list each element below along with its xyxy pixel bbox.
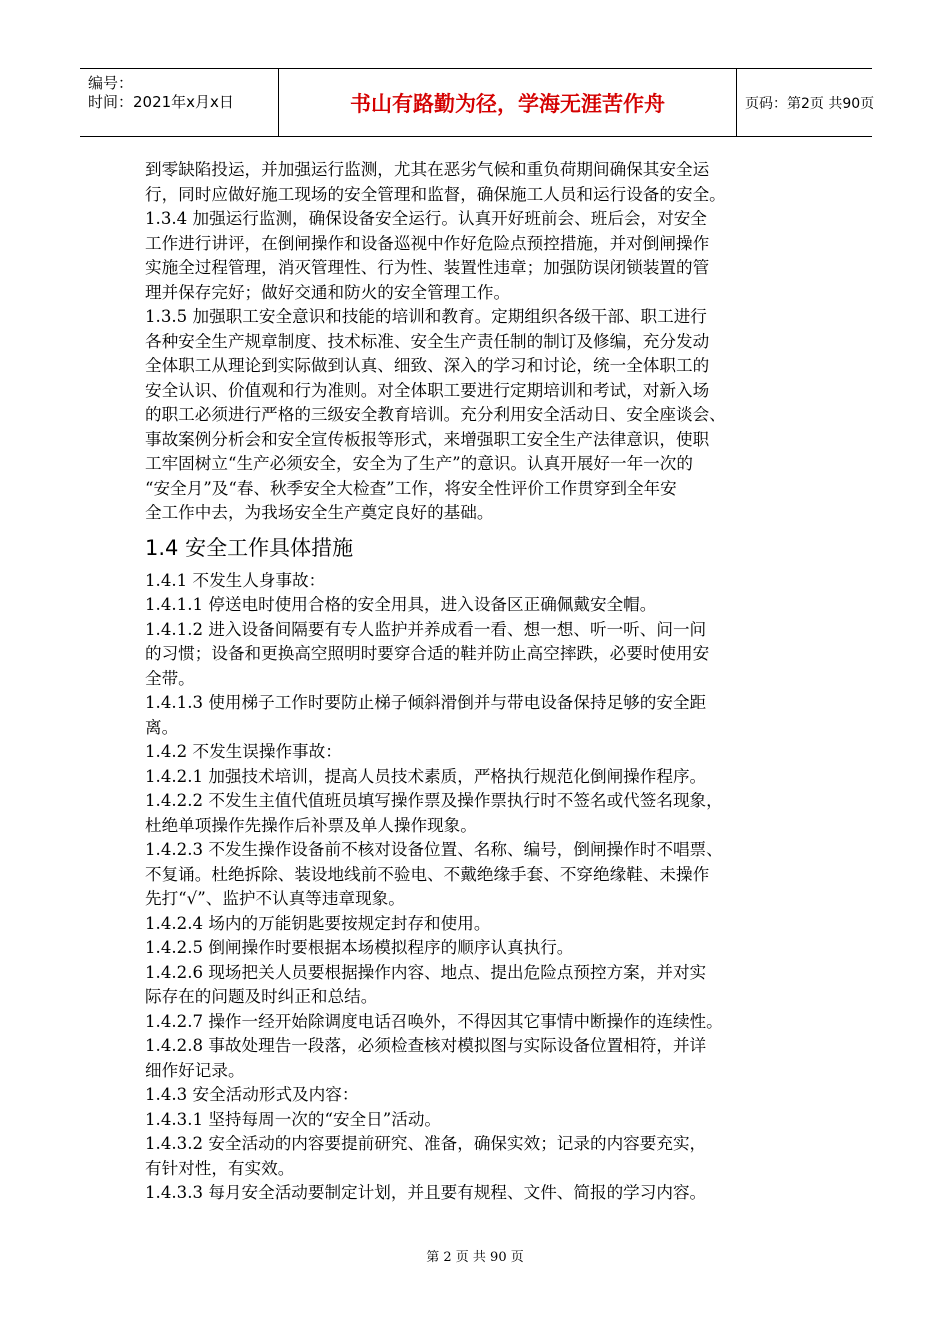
text-line: 安全认识、价值观和行为准则。对全体职工要进行定期培训和考试，对新入场 bbox=[145, 380, 710, 400]
header-motto-cell bbox=[279, 69, 737, 136]
header-page-cell bbox=[737, 69, 875, 136]
text-line: 1.4.1.2 进入设备间隔要有专人监护并养成看一看、想一想、听一听、问一问 bbox=[145, 619, 707, 639]
text-line: 全工作中去，为我场安全生产奠定良好的基础。 bbox=[145, 503, 494, 522]
text-line: 全体职工从理论到实际做到认真、细致、深入的学习和讨论，统一全体职工的 bbox=[145, 356, 710, 375]
text-line: 际存在的问题及时纠正和总结。 bbox=[145, 987, 378, 1006]
text-line: 1.4.2.1 加强技术培训，提高人员技术素质，严格执行规范化倒闸操作程序。 bbox=[145, 766, 707, 786]
document-date-label: 时间：2021年x月x日 bbox=[88, 93, 234, 111]
text-line: 理并保存完好；做好交通和防火的安全管理工作。 bbox=[145, 282, 511, 302]
text-line: 1.4.2.4 场内的万能钥匙要按规定封存和使用。 bbox=[145, 913, 491, 933]
text-line: 1.4.2.6 现场把关人员要根据操作内容、地点、提出危险点预控方案，并对实 bbox=[145, 962, 707, 982]
document-number-label: 编号： bbox=[88, 74, 134, 92]
text-line: 工牢固树立“生产必须安全，安全为了生产”的意识。认真开展好一年一次的 bbox=[145, 454, 693, 473]
text-line: 1.4.3.3 每月安全活动要制定计划，并且要有规程、文件、简报的学习内容。 bbox=[145, 1183, 707, 1202]
text-line: 1.4.1.1 停送电时使用合格的安全用具，进入设备区正确佩戴安全帽。 bbox=[145, 595, 657, 614]
paragraph-block-1-3 bbox=[145, 158, 815, 526]
text-line: 工作进行讲评，在倒闸操作和设备巡视中作好危险点预控措施，并对倒闸操作 bbox=[145, 233, 710, 253]
text-line: 1.4.2.5 倒闸操作时要根据本场模拟程序的顺序认真执行。 bbox=[145, 938, 574, 957]
text-line: 各种安全生产规章制度、技术标准、安全生产责任制的制订及修编，充分发动 bbox=[145, 331, 710, 351]
header-motto: 书山有路勤为径，学海无涯苦作舟 bbox=[350, 91, 665, 116]
text-line: 1.4.1 不发生人身事故： bbox=[145, 570, 326, 590]
document-body bbox=[145, 158, 815, 1206]
text-line: 1.4.2.8 事故处理告一段落，必须检查核对模拟图与实际设备位置相符，并详 bbox=[145, 1036, 707, 1055]
header-page-info: 页码：第2页 共90页 bbox=[745, 95, 875, 112]
text-line: 1.4.3.1 坚持每周一次的“安全日”活动。 bbox=[145, 1109, 442, 1129]
text-line: 1.4.2.2 不发生主值代值班员填写操作票及操作票执行时不签名或代签名现象， bbox=[145, 791, 723, 810]
text-line: 先打“√”、监护不认真等违章现象。 bbox=[145, 889, 405, 908]
text-line: 1.4.3.2 安全活动的内容要提前研究、准备，确保实效；记录的内容要充实， bbox=[145, 1134, 707, 1153]
section-heading: 1.4 安全工作具体措施 bbox=[145, 535, 354, 560]
text-line: 1.4.1.3 使用梯子工作时要防止梯子倾斜滑倒并与带电设备保持足够的安全距 bbox=[145, 693, 707, 712]
text-line: 1.3.5 加强职工安全意识和技能的培训和教育。定期组织各级干部、职工进行 bbox=[145, 307, 707, 326]
text-line: 实施全过程管理，消灭管理性、行为性、装置性违章；加强防误闭锁装置的管 bbox=[145, 258, 710, 277]
text-line: 到零缺陷投运，并加强运行监测，尤其在恶劣气候和重负荷期间确保其安全运 bbox=[145, 160, 710, 179]
paragraph-block-1-4 bbox=[145, 569, 815, 1206]
text-line: “安全月”及“春、秋季安全大检查”工作，将安全性评价工作贯穿到全年安 bbox=[145, 478, 677, 498]
text-line: 1.4.2 不发生误操作事故： bbox=[145, 742, 342, 761]
text-line: 行，同时应做好施工现场的安全管理和监督，确保施工人员和运行设备的安全。 bbox=[145, 184, 726, 204]
text-line: 的职工必须进行严格的三级安全教育培训。充分利用安全活动日、安全座谈会、 bbox=[145, 405, 726, 424]
text-line: 1.4.3 安全活动形式及内容： bbox=[145, 1085, 359, 1104]
text-line: 不复诵。杜绝拆除、装设地线前不验电、不戴绝缘手套、不穿绝缘鞋、未操作 bbox=[145, 864, 710, 884]
text-line: 1.4.2.3 不发生操作设备前不核对设备位置、名称、编号，倒闸操作时不唱票、 bbox=[145, 840, 723, 859]
text-line: 1.4.2.7 操作一经开始除调度电话召唤外，不得因其它事情中断操作的连续性。 bbox=[145, 1011, 723, 1031]
text-line: 全带。 bbox=[145, 668, 195, 688]
text-line: 1.3.4 加强运行监测，确保设备安全运行。认真开好班前会、班后会，对安全 bbox=[145, 209, 707, 228]
text-line: 离。 bbox=[145, 717, 179, 737]
text-line: 细作好记录。 bbox=[145, 1060, 245, 1080]
header-table bbox=[80, 68, 875, 137]
text-line: 杜绝单项操作先操作后补票及单人操作现象。 bbox=[145, 815, 477, 835]
text-line: 事故案例分析会和安全宣传板报等形式，来增强职工安全生产法律意识，使职 bbox=[145, 429, 710, 449]
text-line: 的习惯；设备和更换高空照明时要穿合适的鞋并防止高空摔跌，必要时使用安 bbox=[145, 644, 710, 663]
text-line: 有针对性，有实效。 bbox=[145, 1158, 295, 1178]
header-meta-cell bbox=[80, 69, 279, 136]
page-footer: 第 2 页 共 90 页 bbox=[426, 1250, 524, 1265]
